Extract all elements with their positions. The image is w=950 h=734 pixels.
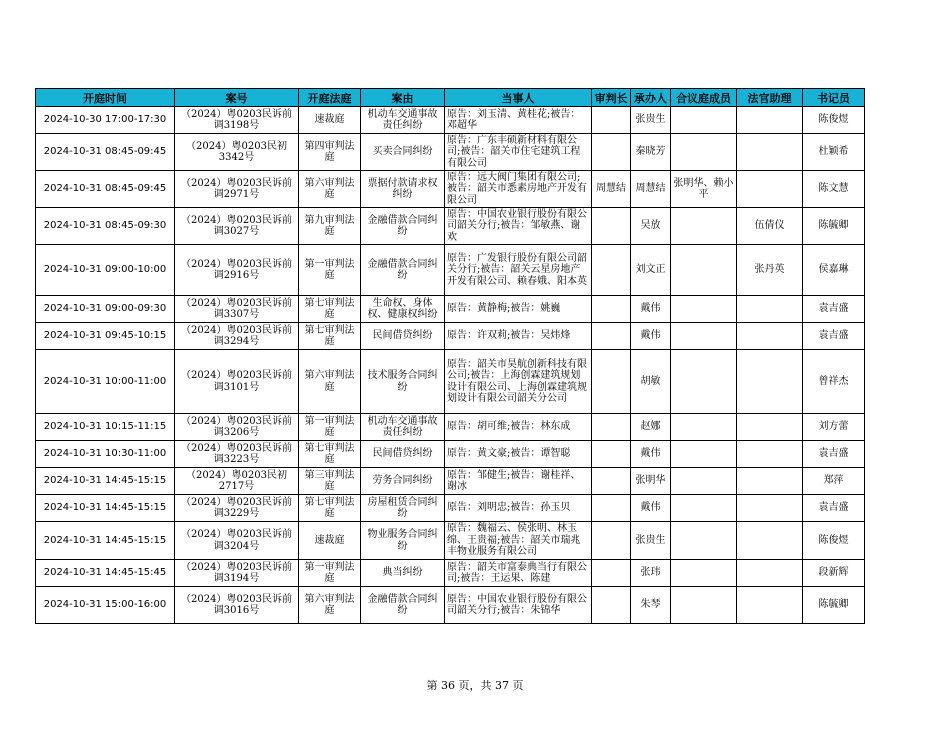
table-row [36, 350, 865, 414]
cell-hearing-time: 2024-10-31 14:45-15:45 [36, 560, 175, 587]
col-parties-header: 当事人 [445, 89, 592, 107]
cell-case-number: （2024）粤0203民诉前调3229号 [175, 495, 299, 522]
cell-case-number: （2024）粤0203民初3342号 [175, 134, 299, 171]
cell-handler: 张贵生 [631, 522, 671, 560]
cell-hearing-time: 2024-10-31 08:45-09:45 [36, 171, 175, 208]
cell-handler: 张玮 [631, 560, 671, 587]
cell-parties: 原告：胡可维;被告：林东成 [445, 414, 592, 441]
cell-presiding-judge [592, 296, 631, 323]
cell-panel-members [671, 134, 737, 171]
cell-clerk: 陈毓卿 [803, 587, 865, 624]
cell-judge-assistant [737, 522, 803, 560]
cell-courtroom: 速裁庭 [299, 522, 361, 560]
cell-courtroom: 第一审判法庭 [299, 414, 361, 441]
cell-judge-assistant [737, 296, 803, 323]
cell-handler: 张贵生 [631, 107, 671, 134]
cell-presiding-judge [592, 245, 631, 296]
cell-judge-assistant: 张丹英 [737, 245, 803, 296]
cell-panel-members: 张明华、赖小平 [671, 171, 737, 208]
cell-handler: 周慧结 [631, 171, 671, 208]
table-row [36, 522, 865, 560]
cell-cause: 金融借款合同纠纷 [361, 208, 445, 245]
cell-panel-members [671, 245, 737, 296]
cell-parties: 原告：韶关市昊航创新科技有限公司;被告：上海创霖建筑规划设计有限公司、上海创霖建筑规划设计有限公司韶关分公司 [445, 350, 592, 414]
cell-case-number: （2024）粤0203民诉前调2971号 [175, 171, 299, 208]
cell-panel-members [671, 323, 737, 350]
cell-handler: 吴放 [631, 208, 671, 245]
cell-clerk: 陈俊煜 [803, 107, 865, 134]
cell-parties: 原告：广发银行股份有限公司韶关分行;被告：韶关云星房地产开发有限公司、赖春娥、阳本英 [445, 245, 592, 296]
cell-hearing-time: 2024-10-31 10:30-11:00 [36, 441, 175, 468]
cell-handler: 戴伟 [631, 441, 671, 468]
cell-presiding-judge [592, 441, 631, 468]
cell-handler: 刘文正 [631, 245, 671, 296]
cell-cause: 房屋租赁合同纠纷 [361, 495, 445, 522]
cell-presiding-judge [592, 587, 631, 624]
cell-cause: 金融借款合同纠纷 [361, 587, 445, 624]
cell-cause: 金融借款合同纠纷 [361, 245, 445, 296]
table-body [36, 107, 865, 624]
cell-judge-assistant [737, 560, 803, 587]
cell-case-number: （2024）粤0203民诉前调3016号 [175, 587, 299, 624]
cell-parties: 原告：许双莉;被告：吴炜烽 [445, 323, 592, 350]
cell-hearing-time: 2024-10-31 14:45-15:15 [36, 495, 175, 522]
table-row [36, 560, 865, 587]
cell-cause: 机动车交通事故责任纠纷 [361, 107, 445, 134]
cell-parties: 原告：黄文豪;被告：谭智聪 [445, 441, 592, 468]
cell-case-number: （2024）粤0203民诉前调3294号 [175, 323, 299, 350]
cell-handler: 朱琴 [631, 587, 671, 624]
cell-hearing-time: 2024-10-31 09:00-10:00 [36, 245, 175, 296]
cell-clerk: 陈俊煜 [803, 522, 865, 560]
cell-parties: 原告：刘明忠;被告：孙玉贝 [445, 495, 592, 522]
table-row [36, 296, 865, 323]
cell-courtroom: 速裁庭 [299, 107, 361, 134]
cell-handler: 赵娜 [631, 414, 671, 441]
table-row [36, 171, 865, 208]
table-row [36, 107, 865, 134]
cell-clerk: 段新辉 [803, 560, 865, 587]
cell-cause: 物业服务合同纠纷 [361, 522, 445, 560]
cell-courtroom: 第三审判法庭 [299, 468, 361, 495]
table-row [36, 495, 865, 522]
cell-parties: 原告：魏福云、侯张明、林玉绵、王贵福;被告：韶关市瑞兆丰物业服务有限公司 [445, 522, 592, 560]
cell-courtroom: 第一审判法庭 [299, 560, 361, 587]
cell-judge-assistant [737, 350, 803, 414]
cell-panel-members [671, 441, 737, 468]
cell-judge-assistant [737, 468, 803, 495]
cell-hearing-time: 2024-10-31 15:00-16:00 [36, 587, 175, 624]
hearing-schedule-table [35, 88, 865, 624]
cell-clerk: 袁吉盛 [803, 296, 865, 323]
cell-handler: 秦晓芳 [631, 134, 671, 171]
cell-hearing-time: 2024-10-31 09:00-09:30 [36, 296, 175, 323]
cell-handler: 戴伟 [631, 296, 671, 323]
cell-hearing-time: 2024-10-31 14:45-15:15 [36, 522, 175, 560]
cell-case-number: （2024）粤0203民诉前调3027号 [175, 208, 299, 245]
table-row [36, 587, 865, 624]
cell-parties: 原告：中国农业银行股份有限公司韶关分行;被告：朱锦华 [445, 587, 592, 624]
cell-panel-members [671, 495, 737, 522]
col-panel-members-header: 合议庭成员 [671, 89, 737, 107]
table-row [36, 134, 865, 171]
table-row [36, 208, 865, 245]
table-row [36, 323, 865, 350]
cell-case-number: （2024）粤0203民诉前调3194号 [175, 560, 299, 587]
cell-presiding-judge [592, 134, 631, 171]
cell-clerk: 袁吉盛 [803, 323, 865, 350]
col-courtroom-header: 开庭法庭 [299, 89, 361, 107]
cell-judge-assistant [737, 171, 803, 208]
cell-presiding-judge [592, 208, 631, 245]
cell-parties: 原告：广东丰硕新材料有限公司;被告：韶关市住宅建筑工程有限公司 [445, 134, 592, 171]
cell-hearing-time: 2024-10-31 08:45-09:30 [36, 208, 175, 245]
cell-panel-members [671, 522, 737, 560]
cell-courtroom: 第九审判法庭 [299, 208, 361, 245]
cell-clerk: 袁吉盛 [803, 495, 865, 522]
cell-courtroom: 第七审判法庭 [299, 441, 361, 468]
cell-courtroom: 第六审判法庭 [299, 350, 361, 414]
table-row [36, 245, 865, 296]
cell-courtroom: 第七审判法庭 [299, 323, 361, 350]
cell-clerk: 侯嘉琳 [803, 245, 865, 296]
table-row [36, 414, 865, 441]
cell-clerk: 陈毓卿 [803, 208, 865, 245]
cell-case-number: （2024）粤0203民诉前调2916号 [175, 245, 299, 296]
cell-hearing-time: 2024-10-31 14:45-15:15 [36, 468, 175, 495]
col-handler-header: 承办人 [631, 89, 671, 107]
cell-courtroom: 第七审判法庭 [299, 296, 361, 323]
cell-clerk: 刘方蕾 [803, 414, 865, 441]
cell-case-number: （2024）粤0203民诉前调3307号 [175, 296, 299, 323]
cell-judge-assistant [737, 107, 803, 134]
cell-presiding-judge [592, 560, 631, 587]
cell-judge-assistant: 伍倩仪 [737, 208, 803, 245]
cell-handler: 胡敏 [631, 350, 671, 414]
cell-case-number: （2024）粤0203民诉前调3223号 [175, 441, 299, 468]
cell-clerk: 曾祥杰 [803, 350, 865, 414]
cell-presiding-judge [592, 323, 631, 350]
cell-case-number: （2024）粤0203民诉前调3206号 [175, 414, 299, 441]
cell-parties: 原告：邹健生;被告：谢桂祥、谢冰 [445, 468, 592, 495]
col-hearing-time-header: 开庭时间 [36, 89, 175, 107]
cell-judge-assistant [737, 323, 803, 350]
cell-presiding-judge [592, 468, 631, 495]
col-judge-assistant-header: 法官助理 [737, 89, 803, 107]
cell-presiding-judge [592, 414, 631, 441]
cell-presiding-judge [592, 350, 631, 414]
cell-panel-members [671, 208, 737, 245]
cell-handler: 戴伟 [631, 323, 671, 350]
cell-parties: 原告：中国农业银行股份有限公司韶关分行;被告：邹敏燕、谢欢 [445, 208, 592, 245]
cell-cause: 票据付款请求权纠纷 [361, 171, 445, 208]
cell-cause: 民间借贷纠纷 [361, 441, 445, 468]
cell-hearing-time: 2024-10-31 09:45-10:15 [36, 323, 175, 350]
cell-judge-assistant [737, 495, 803, 522]
cell-cause: 生命权、身体权、健康权纠纷 [361, 296, 445, 323]
cell-hearing-time: 2024-10-31 10:15-11:15 [36, 414, 175, 441]
cell-hearing-time: 2024-10-30 17:00-17:30 [36, 107, 175, 134]
cell-case-number: （2024）粤0203民诉前调3204号 [175, 522, 299, 560]
cell-presiding-judge [592, 495, 631, 522]
cell-handler: 戴伟 [631, 495, 671, 522]
cell-parties: 原告：黄静梅;被告：姚巍 [445, 296, 592, 323]
cell-panel-members [671, 587, 737, 624]
cell-clerk: 陈文慧 [803, 171, 865, 208]
table-row [36, 468, 865, 495]
cell-handler: 张明华 [631, 468, 671, 495]
cell-presiding-judge [592, 522, 631, 560]
cell-panel-members [671, 296, 737, 323]
cell-parties: 原告：韶关市富泰典当行有限公司;被告：王运果、陈建 [445, 560, 592, 587]
page-number: 第 36 页，共 37 页 [426, 679, 524, 692]
cell-clerk: 郑萍 [803, 468, 865, 495]
cell-clerk: 袁吉盛 [803, 441, 865, 468]
cell-presiding-judge: 周慧结 [592, 171, 631, 208]
cell-panel-members [671, 350, 737, 414]
table-row [36, 441, 865, 468]
cell-cause: 民间借贷纠纷 [361, 323, 445, 350]
cell-cause: 劳务合同纠纷 [361, 468, 445, 495]
header-row [36, 89, 865, 107]
col-presiding-judge-header: 审判长 [592, 89, 631, 107]
cell-panel-members [671, 560, 737, 587]
col-cause-header: 案由 [361, 89, 445, 107]
cell-judge-assistant [737, 441, 803, 468]
cell-clerk: 杜颖希 [803, 134, 865, 171]
cell-courtroom: 第一审判法庭 [299, 245, 361, 296]
cell-case-number: （2024）粤0203民诉前调3101号 [175, 350, 299, 414]
cell-panel-members [671, 468, 737, 495]
cell-hearing-time: 2024-10-31 08:45-09:45 [36, 134, 175, 171]
cell-judge-assistant [737, 587, 803, 624]
cell-panel-members [671, 414, 737, 441]
cell-cause: 买卖合同纠纷 [361, 134, 445, 171]
cell-presiding-judge [592, 107, 631, 134]
cell-cause: 机动车交通事故责任纠纷 [361, 414, 445, 441]
cell-cause: 技术服务合同纠纷 [361, 350, 445, 414]
cell-hearing-time: 2024-10-31 10:00-11:00 [36, 350, 175, 414]
col-clerk-header: 书记员 [803, 89, 865, 107]
cell-parties: 原告：远大阀门集团有限公司;被告：韶关市悉素房地产开发有限公司 [445, 171, 592, 208]
cell-courtroom: 第七审判法庭 [299, 495, 361, 522]
cell-cause: 典当纠纷 [361, 560, 445, 587]
cell-courtroom: 第四审判法庭 [299, 134, 361, 171]
cell-parties: 原告：刘玉清、黄桂花;被告：邓超华 [445, 107, 592, 134]
cell-courtroom: 第六审判法庭 [299, 587, 361, 624]
col-case-number-header: 案号 [175, 89, 299, 107]
cell-case-number: （2024）粤0203民初2717号 [175, 468, 299, 495]
cell-judge-assistant [737, 414, 803, 441]
cell-case-number: （2024）粤0203民诉前调3198号 [175, 107, 299, 134]
cell-courtroom: 第六审判法庭 [299, 171, 361, 208]
cell-judge-assistant [737, 134, 803, 171]
cell-panel-members [671, 107, 737, 134]
